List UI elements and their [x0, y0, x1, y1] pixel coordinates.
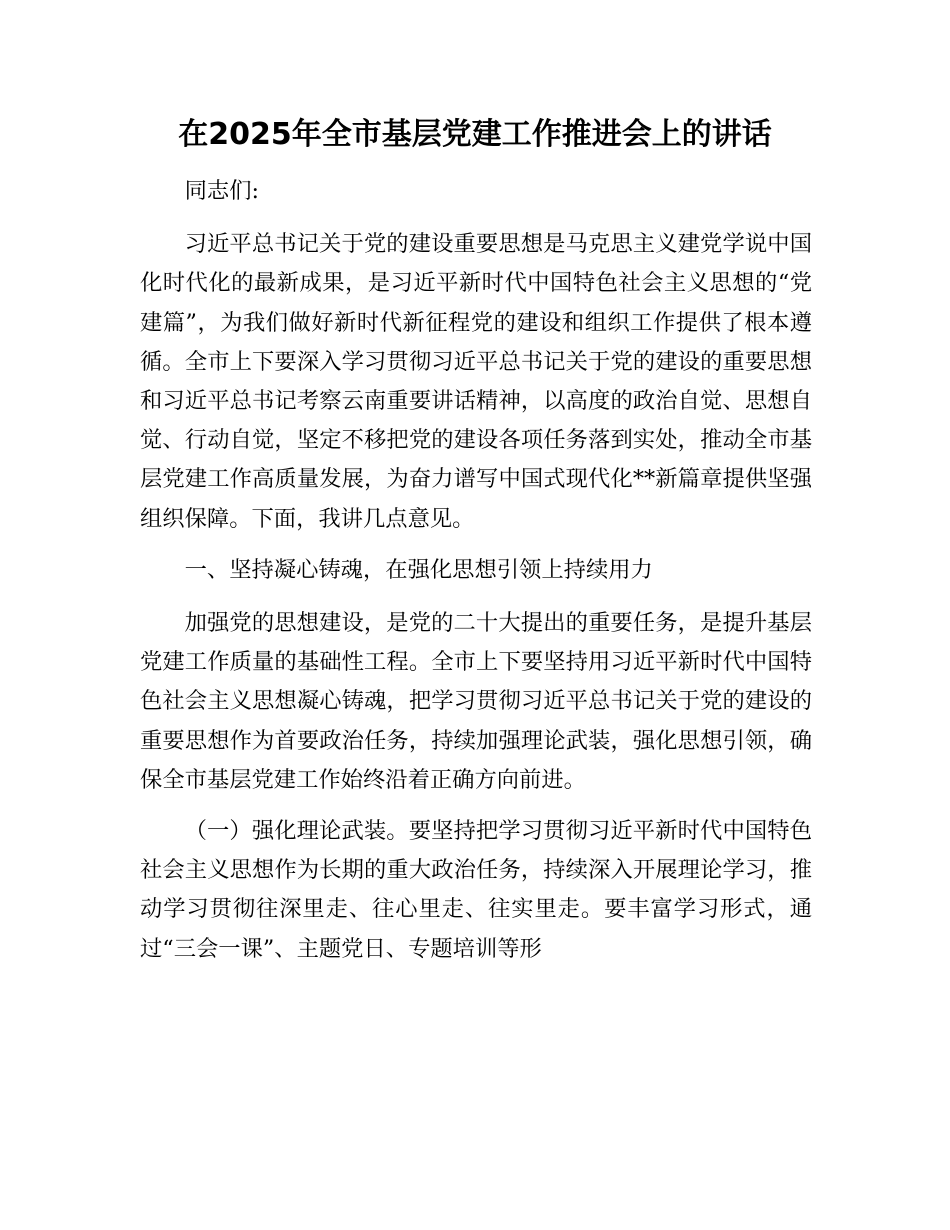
document-body — [140, 172, 812, 981]
section-heading-1: 一、坚持凝心铸魂，在强化思想引领上持续用力 — [184, 556, 653, 583]
paragraph-intro: 习近平总书记关于党的建设重要思想是马克思主义建党学说中国化时代化的最新成果，是习近平新时代中国特色社会主义思想的“党建篇”，为我们做好新时代新征程党的建设和组织工作提供了根本遵循。全市上下要深入学习贯彻习近平总书记关于党的建设的重要思想和习近平总书记考察云南重要讲话精神，以高度的政治自觉、思想自觉、行动自觉，坚定不移把党的建设各项任务落到实处，推动全市基层党建工作高质量发展，为奋力谱写中国式现代化**新篇章提供坚强组织保障。下面，我讲几点意见。 — [140, 231, 812, 532]
salutation: 同志们: — [184, 178, 259, 204]
paragraph-section-1: 加强党的思想建设，是党的二十大提出的重要任务，是提升基层党建工作质量的基础性工程。全市上下要坚持用习近平新时代中国特色社会主义思想凝心铸魂，把学习贯彻习近平总书记关于党的建设的重要思想作为首要政治任务，持续加强理论武装，强化思想引领，确保全市基层党建工作始终沿着正确方向前进。 — [140, 610, 812, 793]
paragraph-subsection-1: （一）强化理论武装。要坚持把学习贯彻习近平新时代中国特色社会主义思想作为长期的重大政治任务，持续深入开展理论学习，推动学习贯彻往深里走、往心里走、往实里走。要丰富学习形式，通过“三会一课”、主题党日、专题培训等形 — [140, 818, 812, 962]
document-title: 在2025年全市基层党建工作推进会上的讲话 — [178, 117, 772, 152]
